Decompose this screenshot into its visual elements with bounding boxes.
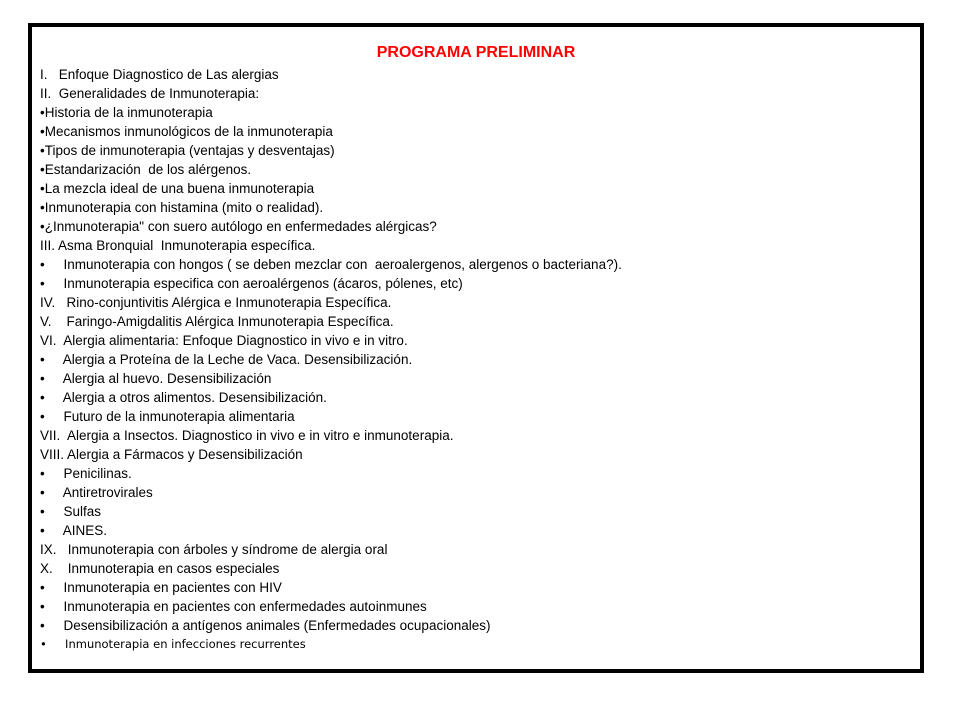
program-line: • Inmunoterapia en pacientes con HIV (40, 580, 282, 595)
program-line: • Alergia a Proteína de la Leche de Vaca. Desensibilización. (40, 352, 413, 367)
slide-frame (28, 23, 924, 673)
program-line: VII. Alergia a Insectos. Diagnostico in vivo e in vitro e inmunoterapia. (40, 428, 454, 443)
program-line: • AINES. (40, 523, 107, 538)
program-line: • Inmunoterapia con hongos ( se deben mezclar con aeroalergenos, alergenos o bacteriana?). (40, 257, 622, 272)
program-line: IX. Inmunoterapia con árboles y síndrome de alergia oral (40, 542, 388, 557)
program-line: • Alergia a otros alimentos. Desensibilización. (40, 390, 327, 405)
program-line: X. Inmunoterapia en casos especiales (40, 561, 280, 576)
program-line: II. Generalidades de Inmunoterapia: (40, 86, 260, 101)
program-line: •Inmunoterapia con histamina (mito o realidad). (40, 200, 324, 215)
program-line: III. Asma Bronquial Inmunoterapia específica. (40, 238, 316, 253)
program-line: •Historia de la inmunoterapia (40, 105, 213, 120)
program-line: • Futuro de la inmunoterapia alimentaria (40, 409, 295, 424)
program-line: • Inmunoterapia en pacientes con enfermedades autoinmunes (40, 599, 427, 614)
program-line: •¿Inmunoterapia" con suero autólogo en enfermedades alérgicas? (40, 219, 437, 234)
program-line: • Alergia al huevo. Desensibilización (40, 371, 272, 386)
program-line: • Sulfas (40, 504, 102, 519)
program-line: • Antiretrovirales (40, 485, 153, 500)
program-line: • Desensibilización a antígenos animales (Enfermedades ocupacionales) (40, 618, 491, 633)
program-line: •Estandarización de los alérgenos. (40, 162, 252, 177)
program-line: I. Enfoque Diagnostico de Las alergias (40, 67, 279, 82)
program-line: VI. Alergia alimentaria: Enfoque Diagnostico in vivo e in vitro. (40, 333, 408, 348)
program-line: •La mezcla ideal de una buena inmunoterapia (40, 181, 315, 196)
program-line: IV. Rino-conjuntivitis Alérgica e Inmunoterapia Específica. (40, 295, 392, 310)
program-list (40, 65, 622, 654)
program-line: • Inmunoterapia en infecciones recurrentes (40, 637, 306, 651)
program-line: •Mecanismos inmunológicos de la inmunoterapia (40, 124, 333, 139)
program-line: VIII. Alergia a Fármacos y Desensibilización (40, 447, 303, 462)
program-line: • Inmunoterapia especifica con aeroalérgenos (ácaros, pólenes, etc) (40, 276, 463, 291)
program-line: •Tipos de inmunoterapia (ventajas y desventajas) (40, 143, 335, 158)
program-line: • Penicilinas. (40, 466, 132, 481)
program-line: V. Faringo-Amigdalitis Alérgica Inmunoterapia Específica. (40, 314, 394, 329)
page-title: PROGRAMA PRELIMINAR (376, 44, 576, 61)
